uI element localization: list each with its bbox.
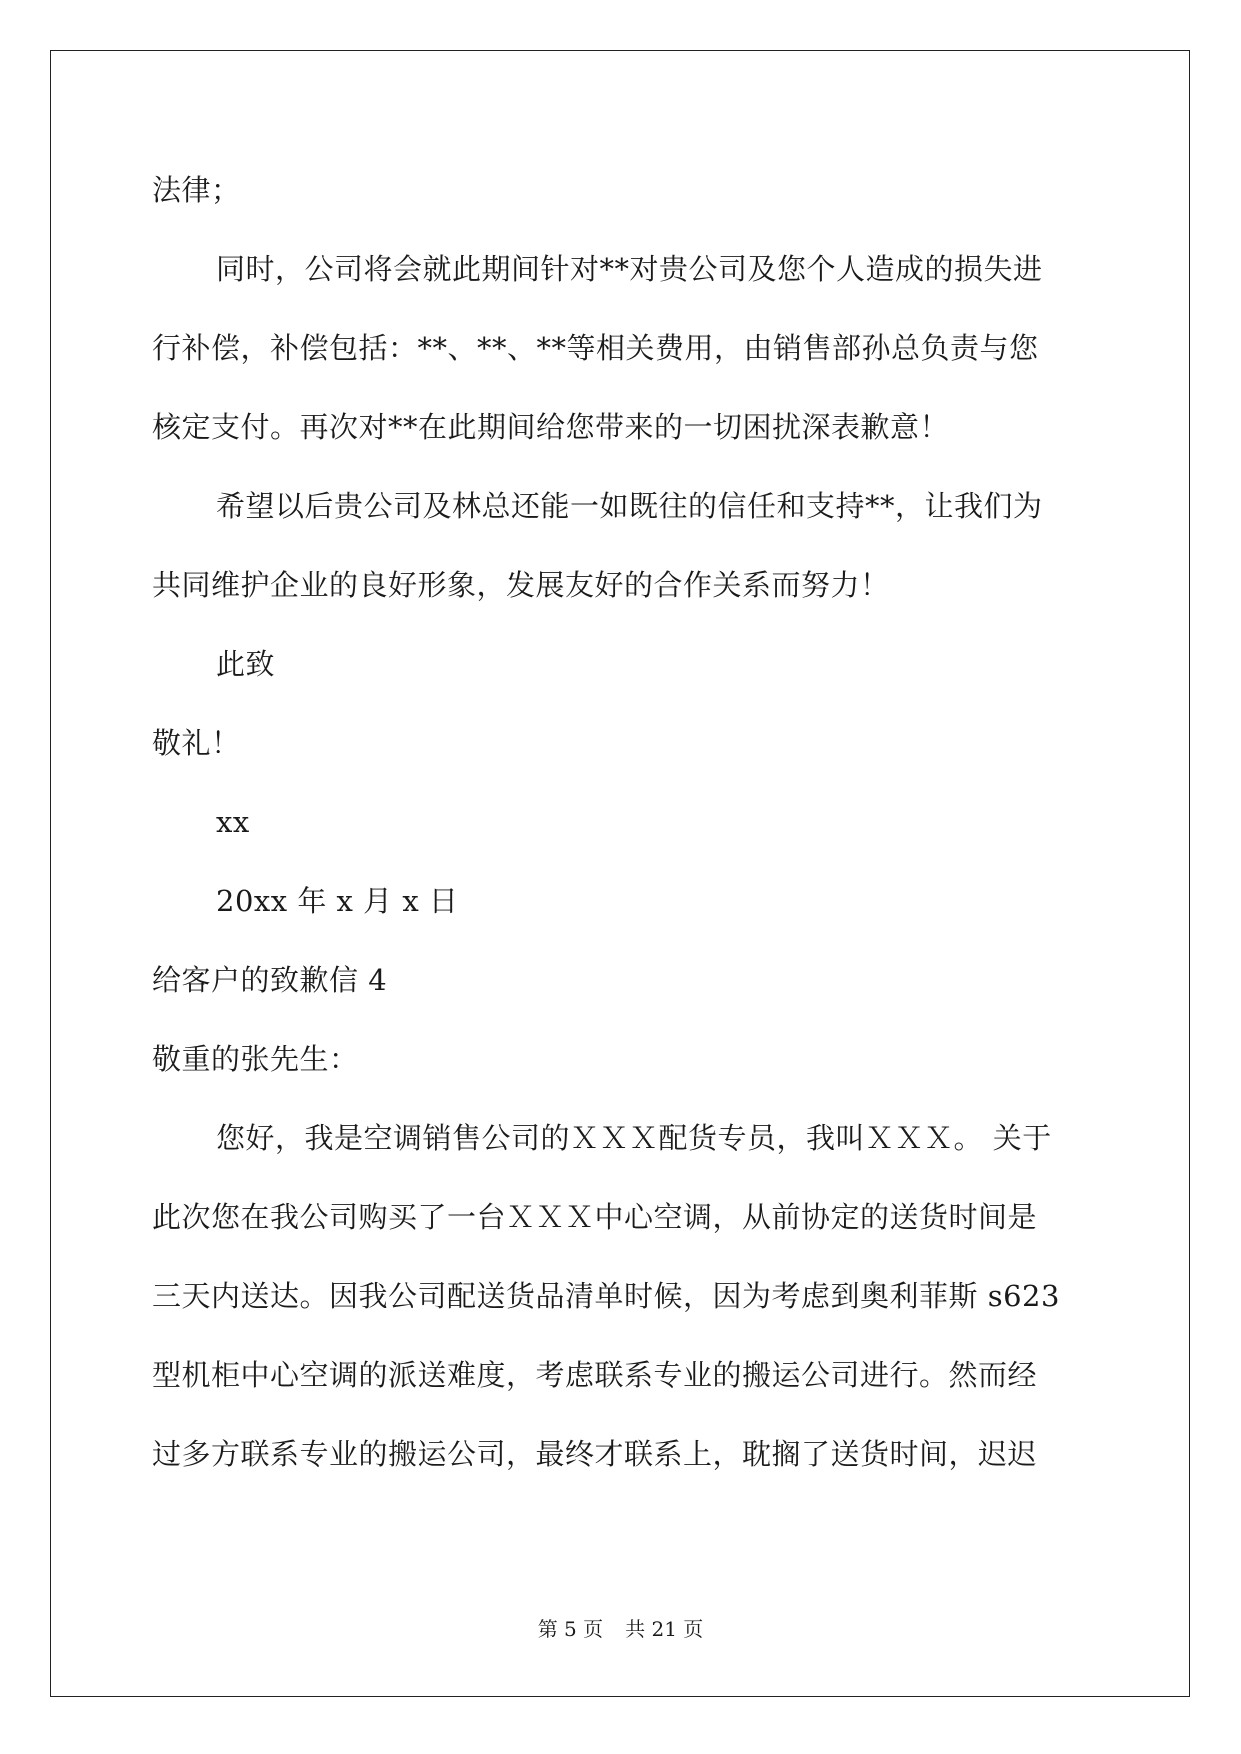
page-number: 第 5 页 (537, 1617, 604, 1641)
text-line: 此次您在我公司购买了一台ＸＸＸ中心空调，从前协定的送货时间是 (152, 1200, 1038, 1234)
signature-date: 20xx 年 x 月 x 日 (216, 884, 459, 918)
page-total: 共 21 页 (625, 1617, 704, 1641)
text-line: 行补偿，补偿包括：**、**、**等相关费用，由销售部孙总负责与您 (152, 331, 1039, 365)
text-line: 核定支付。再次对**在此期间给您带来的一切困扰深表歉意！ (152, 410, 950, 444)
text-line: 法律； (152, 173, 241, 207)
text-line: 共同维护企业的良好形象，发展友好的合作关系而努力！ (152, 568, 890, 602)
text-line: 型机柜中心空调的派送难度，考虑联系专业的搬运公司进行。然而经 (152, 1358, 1038, 1392)
text-line: 同时，公司将会就此期间针对**对贵公司及您个人造成的损失进 (216, 252, 1043, 286)
text-line: 三天内送达。因我公司配送货品清单时候，因为考虑到奥利菲斯 s623 (152, 1279, 1060, 1313)
document-body (152, 172, 1092, 1515)
closing-phrase: 此致 (216, 647, 276, 681)
text-line: 您好，我是空调销售公司的ＸＸＸ配货专员，我叫ＸＸＸ。 关于 (216, 1121, 1052, 1155)
signature-name: xx (216, 805, 250, 839)
text-line: 希望以后贵公司及林总还能一如既往的信任和支持**，让我们为 (216, 489, 1043, 523)
section-heading: 给客户的致歉信 4 (152, 963, 388, 997)
letter-greeting: 敬重的张先生： (152, 1042, 359, 1076)
salutation-closing: 敬礼！ (152, 726, 241, 760)
page-footer (0, 1617, 1241, 1641)
text-line: 过多方联系专业的搬运公司，最终才联系上，耽搁了送货时间，迟迟 (152, 1437, 1038, 1471)
